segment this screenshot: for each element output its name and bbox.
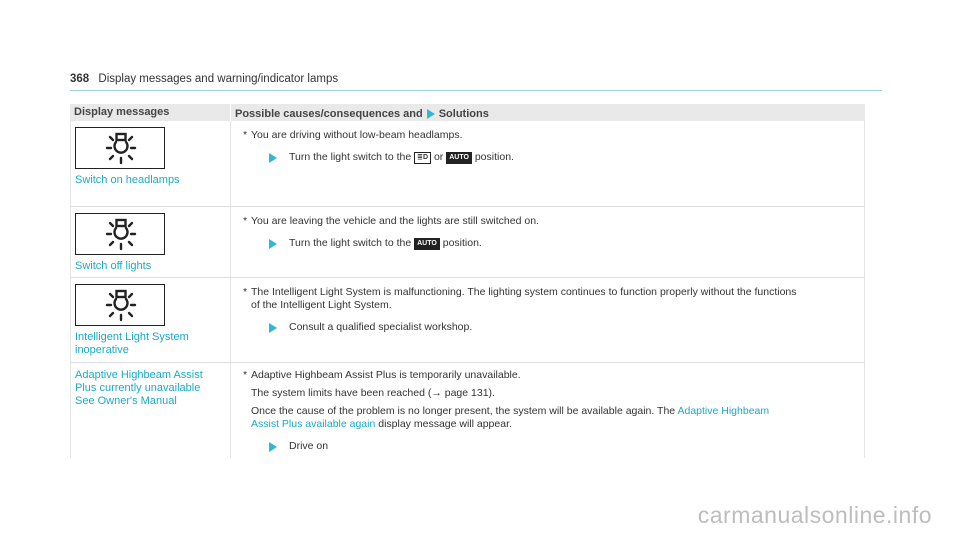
auto-light-icon: AUTO (414, 238, 440, 250)
cause-label: You are leaving the vehicle and the lights are still switched on. (251, 215, 539, 227)
bullet-asterisk: * (243, 129, 248, 141)
position-label: position. (474, 151, 514, 163)
play-arrow-icon (269, 239, 277, 249)
bullet-asterisk: * (243, 215, 248, 227)
cause-label: of the Intelligent Light System. (251, 299, 392, 311)
col-header-display-messages: Display messages (74, 106, 170, 118)
col-header-solutions-label: Solutions (438, 107, 489, 120)
message-line: Intelligent Light System (75, 331, 189, 343)
table-row (70, 207, 865, 278)
display-message-cell (70, 278, 230, 362)
action-step (269, 151, 864, 164)
auto-light-icon: AUTO (446, 152, 472, 164)
info-label: Once the cause of the problem is no longer present, the system will be available again. The (251, 405, 676, 417)
cause-label: The Intelligent Light System is malfunctioning. The lighting system continues to function properly without the functions (251, 286, 797, 298)
table-row (70, 363, 865, 458)
message-switch-off-lights: Switch off lights (75, 260, 152, 272)
action-label: Turn the light switch to the (289, 151, 412, 163)
message-line: Plus currently unavailable (75, 382, 201, 394)
message-line: Adaptive Highbeam Assist (75, 369, 203, 381)
header-divider (70, 90, 882, 91)
headlamp-warning-icon (75, 213, 165, 255)
cause-label: Adaptive Highbeam Assist Plus is temporarily unavailable. (251, 369, 521, 381)
message-switch-on-headlamps: Switch on headlamps (75, 174, 180, 186)
causes-cell (230, 121, 865, 206)
message-line: inoperative (75, 344, 129, 356)
display-message-cell (70, 363, 230, 458)
action-label: Consult a qualified specialist workshop. (289, 321, 473, 333)
cause-label: You are driving without low-beam headlamps. (251, 129, 463, 141)
causes-cell (230, 363, 865, 458)
message-line: See Owner's Manual (75, 395, 177, 407)
play-arrow-icon (269, 323, 277, 333)
action-step (269, 237, 864, 250)
info-label: display message will appear. (378, 418, 512, 430)
action-step (269, 321, 864, 334)
causes-cell (230, 207, 865, 277)
cause-text (243, 286, 864, 312)
table-row (70, 121, 865, 207)
bullet-asterisk: * (243, 369, 248, 381)
bullet-asterisk: * (243, 286, 248, 298)
page-title: Display messages and warning/indicator lamps (98, 73, 339, 85)
cause-text (243, 215, 864, 228)
message-adaptive-highbeam-assist (75, 369, 230, 408)
causes-cell (230, 278, 865, 362)
page-number: 368 (70, 73, 90, 85)
play-arrow-icon (269, 442, 277, 452)
action-label: Drive on (289, 440, 329, 452)
page-header (70, 73, 338, 85)
play-arrow-icon (427, 109, 435, 119)
message-intelligent-light-system (75, 331, 230, 357)
watermark: carmanualsonline.info (697, 502, 932, 528)
headlamp-warning-icon (75, 127, 165, 169)
table-row (70, 278, 865, 363)
action-step (269, 440, 864, 453)
low-beam-icon: ≣D (414, 152, 431, 164)
reason-text: The system limits have been reached (→ page 131). (251, 387, 495, 399)
table-header (70, 104, 865, 121)
info-message-ref: Assist Plus available again (251, 418, 376, 430)
cause-text (243, 129, 864, 142)
position-label: position. (442, 237, 482, 249)
info-message-ref: Adaptive Highbeam (677, 405, 770, 417)
info-text (251, 405, 864, 431)
col-header-causes (230, 104, 865, 121)
col-header-causes-label: Possible causes/consequences and (235, 107, 423, 120)
action-label: Turn the light switch to the (289, 237, 412, 249)
or-label: or (433, 151, 444, 163)
cause-text (243, 369, 864, 382)
display-message-cell (70, 121, 230, 206)
headlamp-warning-icon (75, 284, 165, 326)
messages-table (70, 104, 865, 458)
play-arrow-icon (269, 153, 277, 163)
display-message-cell (70, 207, 230, 277)
